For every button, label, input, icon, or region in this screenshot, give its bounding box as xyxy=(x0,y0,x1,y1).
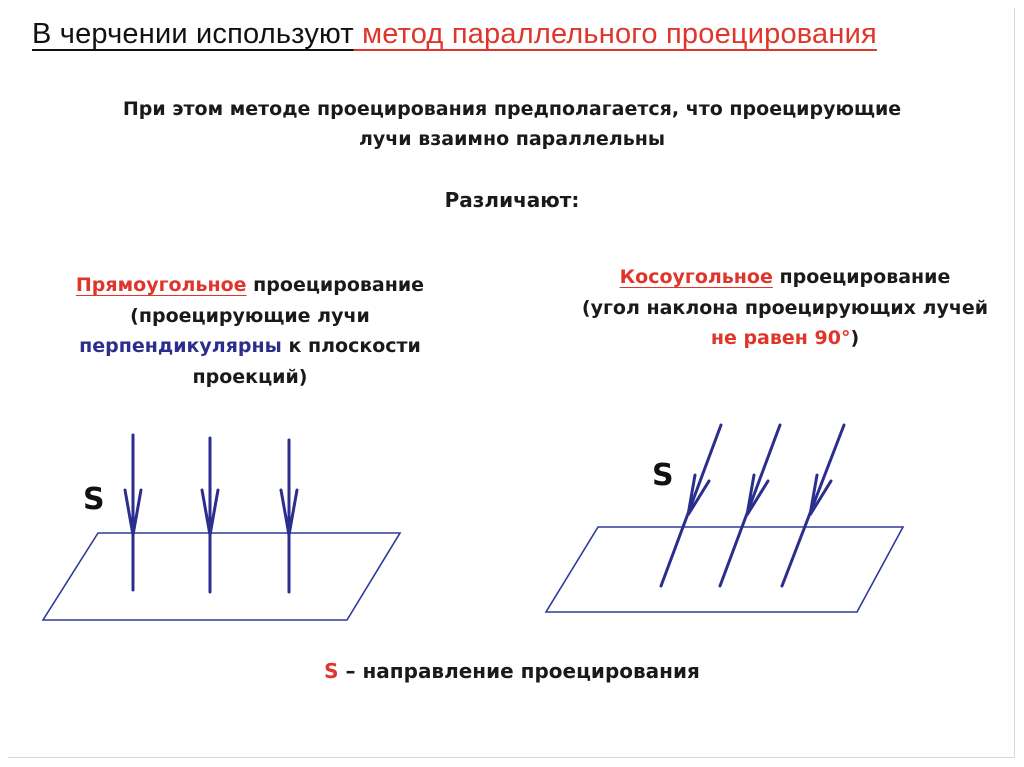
legend-text: – направление проецирования xyxy=(338,659,700,683)
projection-plane-right xyxy=(546,527,903,612)
orthogonal-ray-3 xyxy=(281,440,297,592)
oblique-close-paren: ) xyxy=(850,327,860,349)
intro-line-2: лучи взаимно параллельны xyxy=(358,128,666,150)
oblique-term: Косоугольное xyxy=(619,266,773,288)
legend-symbol: S xyxy=(324,659,339,683)
orthogonal-ray-1 xyxy=(125,435,141,590)
oblique-ray-1 xyxy=(661,425,721,586)
title-part-black: В черчении используют xyxy=(32,18,354,50)
orthogonal-ray-2 xyxy=(202,438,218,592)
oblique-suffix: проецирование xyxy=(772,266,951,288)
direction-label-right: S xyxy=(652,458,674,493)
oblique-ray-3 xyxy=(782,425,844,586)
intro-line-1: При этом методе проецирования предполагается, что проецирующие xyxy=(122,98,902,120)
distinguish-heading: Различают: xyxy=(444,188,580,212)
perpendicular-term: перпендикулярны xyxy=(79,335,282,357)
not-equal-90-term: не равен 90° xyxy=(710,327,851,349)
direction-label-left: S xyxy=(83,482,105,517)
oblique-line-2: (угол наклона проецирующих лучей xyxy=(581,296,989,319)
orthogonal-suffix: проецирование xyxy=(246,274,425,296)
orthogonal-term: Прямоугольное xyxy=(75,274,247,296)
oblique-ray-2 xyxy=(720,425,780,586)
title-part-red: метод параллельного проецирования xyxy=(353,18,877,50)
orthogonal-rays xyxy=(125,435,297,592)
legend xyxy=(0,659,1024,683)
orthogonal-line-4: проекций) xyxy=(192,365,308,388)
projection-plane-left xyxy=(43,533,400,620)
orthogonal-line-3-rest: к плоскости xyxy=(281,335,421,357)
orthogonal-line-2: (проецирующие лучи xyxy=(130,304,370,327)
oblique-rays xyxy=(661,425,844,586)
